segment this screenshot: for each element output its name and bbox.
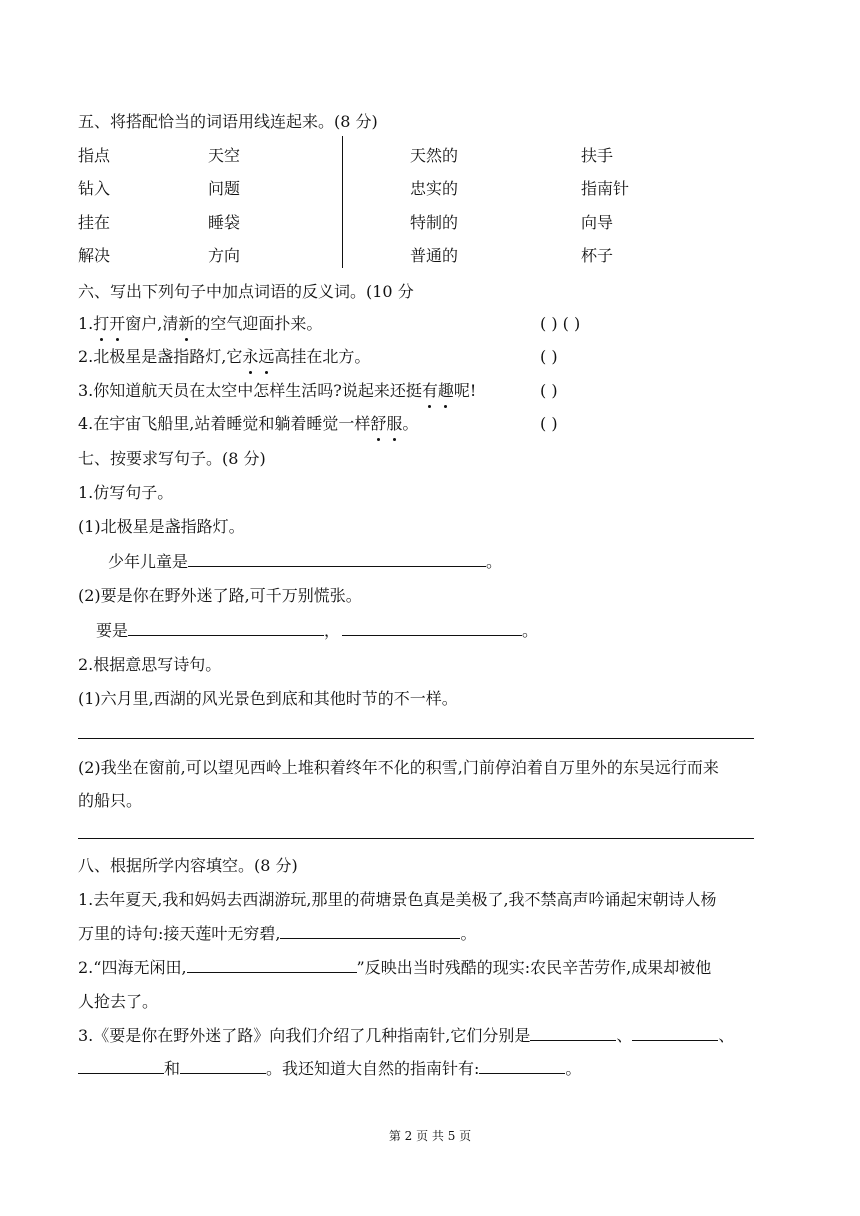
punctuation: 。: [522, 621, 539, 640]
question-text: 高挂在北方。: [274, 347, 371, 366]
answer-blank[interactable]: [180, 1058, 266, 1074]
answer-blank[interactable]: [530, 1025, 616, 1041]
question-text: 2.“四海无闲田,: [78, 958, 187, 977]
col1-item: 钻入: [78, 179, 111, 198]
subsection-heading: 1.仿写句子。: [78, 483, 174, 502]
answer-blank[interactable]: [78, 1058, 164, 1074]
col3-item: 天然的: [410, 146, 459, 165]
question-6-2: [78, 346, 370, 368]
question-8-1-line2: [78, 923, 477, 945]
answer-line[interactable]: [78, 738, 754, 739]
answer-line[interactable]: [78, 838, 754, 839]
dotted-word: 永: [242, 347, 259, 366]
page-footer: 第 2 页 共 5 页: [388, 1129, 472, 1143]
imitation-line-2: [96, 620, 538, 642]
question-text: 。我还知道大自然的指南针有:: [266, 1059, 480, 1078]
col1-item: 挂在: [78, 213, 111, 232]
dotted-word: 远: [258, 347, 275, 366]
question-text: 呢!: [453, 381, 477, 400]
prompt-prefix: 要是: [96, 621, 129, 640]
question-text: ”反映出当时残酷的现实:农民辛苦劳作,成果却被他: [356, 958, 712, 977]
question-text: 窗户,清: [125, 314, 179, 333]
answer-parentheses[interactable]: ( ): [540, 347, 558, 366]
col3-item: 特制的: [410, 213, 459, 232]
question-text: 3.《要是你在野外迷了路》向我们介绍了几种指南针,它们分别是: [78, 1026, 531, 1045]
col1-item: 指点: [78, 146, 111, 165]
prompt-prefix: 少年儿童是: [108, 552, 189, 571]
question-text: 的空气迎面扑来。: [194, 314, 323, 333]
col3-item: 忠实的: [410, 179, 459, 198]
col2-item: 睡袋: [208, 213, 241, 232]
punctuation: 。: [460, 924, 477, 943]
prompt-sentence: (2)要是你在野外迷了路,可千万别慌张。: [78, 586, 362, 605]
answer-blank[interactable]: [187, 957, 357, 973]
col1-item: 解决: [78, 246, 111, 265]
punctuation: 、: [616, 1026, 633, 1045]
answer-parentheses[interactable]: ( ): [540, 414, 558, 433]
col2-item: 问题: [208, 179, 241, 198]
prompt-sentence: (1)六月里,西湖的风光景色到底和其他时节的不一样。: [78, 689, 458, 708]
dotted-word: 开: [109, 314, 126, 333]
question-text: 2.北极星是盏指路灯,它: [78, 347, 243, 366]
dotted-word: 打: [93, 314, 110, 333]
col4-item: 指南针: [581, 179, 630, 198]
col4-item: 向导: [581, 213, 614, 232]
col4-item: 扶手: [581, 146, 614, 165]
question-6-3: [78, 380, 476, 402]
punctuation: 。: [486, 552, 503, 571]
dotted-word: 有: [421, 381, 438, 400]
prompt-sentence: (2)我坐在窗前,可以望见西岭上堆积着终年不化的积雪,门前停泊着自万里外的东吴远行而来: [78, 758, 719, 777]
question-text: 和: [164, 1059, 181, 1078]
question-8-2-line1: [78, 957, 711, 979]
prompt-sentence: (1)北极星是盏指路灯。: [78, 517, 245, 536]
answer-blank[interactable]: [479, 1058, 565, 1074]
dotted-word: 趣: [437, 381, 454, 400]
answer-blank[interactable]: [280, 923, 460, 939]
answer-blank[interactable]: [342, 620, 522, 636]
punctuation: 、: [718, 1026, 735, 1045]
subsection-heading: 2.根据意思写诗句。: [78, 655, 222, 674]
answer-parentheses[interactable]: ( ): [540, 381, 558, 400]
question-text: 3.你知道航天员在太空中怎样生活吗?说起来还挺: [78, 381, 422, 400]
answer-blank[interactable]: [188, 551, 486, 567]
question-8-3-line2: [78, 1058, 581, 1080]
prompt-sentence: 的船只。: [78, 791, 143, 810]
column-divider: [342, 136, 343, 268]
question-text: 万里的诗句:接天莲叶无穷碧,: [78, 924, 281, 943]
imitation-line-1: [108, 551, 502, 573]
dotted-word: 新: [178, 314, 195, 333]
col3-item: 普通的: [410, 246, 459, 265]
section-8-title: 八、根据所学内容填空。(8 分): [78, 856, 298, 875]
question-6-1: [78, 313, 322, 335]
dotted-word: 服: [386, 414, 403, 433]
question-8-1-line1: 1.去年夏天,我和妈妈去西湖游玩,那里的荷塘景色真是美极了,我不禁高声吟诵起宋朝诗人杨: [78, 890, 717, 909]
section-7-title: 七、按要求写句子。(8 分): [78, 449, 266, 468]
answer-blank[interactable]: [632, 1025, 718, 1041]
section-6-title: 六、写出下列句子中加点词语的反义词。(10 分: [78, 282, 414, 301]
answer-blank[interactable]: [128, 620, 324, 636]
question-text: 1.: [78, 314, 94, 333]
question-6-4: [78, 413, 418, 435]
section-5-title: 五、将搭配恰当的词语用线连起来。(8 分): [78, 112, 378, 131]
punctuation: 。: [565, 1059, 582, 1078]
punctuation: ，: [324, 621, 341, 640]
dotted-word: 舒: [370, 414, 387, 433]
question-text: 4.在宇宙飞船里,站着睡觉和躺着睡觉一样: [78, 414, 371, 433]
col4-item: 杯子: [581, 246, 614, 265]
question-text: 。: [402, 414, 419, 433]
answer-parentheses[interactable]: ( ) ( ): [540, 314, 581, 333]
col2-item: 天空: [208, 146, 241, 165]
col2-item: 方向: [208, 246, 241, 265]
question-8-2-line2: 人抢去了。: [78, 992, 159, 1011]
question-8-3-line1: [78, 1025, 734, 1047]
